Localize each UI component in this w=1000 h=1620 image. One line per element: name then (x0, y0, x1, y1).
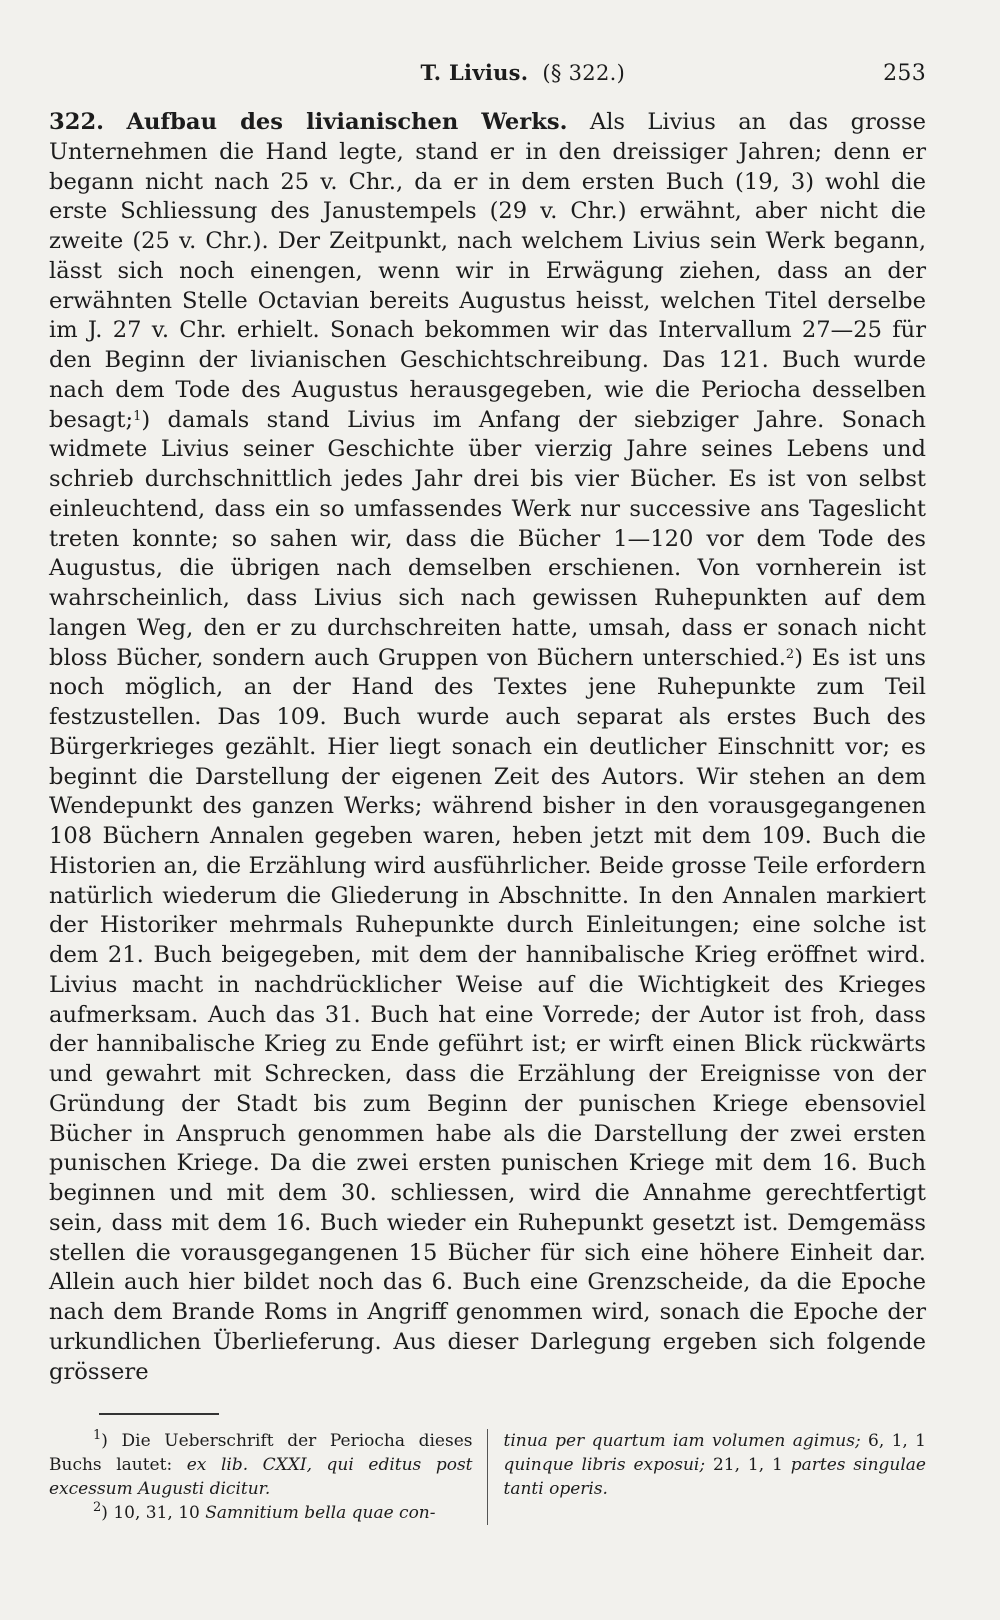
page-number: 253 (883, 61, 926, 86)
paragraph-part-3: ) Es ist uns noch möglich, an der Hand des Textes jene Ruhepunkte zum Teil festzustellen. Das 109. Buch wurde auch separat als erstes Buch des Bürgerkrieges gezählt. Hier liegt sonach ein deutlicher Einschnitt vor; es beginnt die Darstellung der eigenen Zeit des Autors. Wir stehen an dem Wendepunkt des ganzen Werks; während bisher in den vorausgegangenen 108 Büchern Annalen gegeben waren, heben jetzt mit dem 109. Buch die Historien an, die Erzählung wird ausführlicher. Beide grosse Teile erfordern natürlich wiederum die Gliederung in Abschnitte. In den Annalen markiert der Historiker mehrmals Ruhepunkte durch Einleitungen; eine solche ist dem 21. Buch beigegeben, mit dem der hannibalische Krieg eröffnet wird. Livius macht in nachdrücklicher Weise auf die Wichtigkeit des Krieges aufmerksam. Auch das 31. Buch hat eine Vorrede; der Autor ist froh, dass der hannibalische Krieg zu Ende geführt ist; er wirft einen Blick rückwärts und gewahrt mit Schrecken, dass die Erzählung der Ereignisse von der Gründung der Stadt bis zum Beginn der punischen Kriege ebensoviel Bücher in Anspruch genommen habe als die Darstellung der zwei ersten punischen Kriege. Da die zwei ersten punischen Kriege mit dem 16. Buch beginnen und mit dem 30. schliessen, wird die Annahme gerechtfertigt sein, dass mit dem 16. Buch wieder ein Ruhepunkt gesetzt ist. Demgemäss stellen die vorausgegangenen 15 Bücher für sich eine höhere Einheit dar. Allein auch hier bildet noch das 6. Buch eine Grenzscheide, da die Epoche nach dem Brande Roms in Angriff genommen wird, sonach die Epoche der urkundlichen Überlieferung. Aus dieser Darlegung ergeben sich folgende grössere (49, 644, 926, 1385)
footnote-1-text: ) Die Ueberschrift der Periocha dieses Buchs lautet: (49, 1430, 473, 1475)
footnote-1-quote: ex lib. CXXI, qui editus post excessum Augusti dicitur. (49, 1454, 473, 1499)
footnote-2-ref-c: 21, 1, 1 (705, 1454, 791, 1475)
paragraph-part-2: ) damals stand Livius im Anfang der siebziger Jahre. Sonach widmete Livius seiner Geschichte über vierzig Jahre seines Lebens und schrieb durchschnittlich jedes Jahr drei bis vier Bücher. Es ist von selbst einleuchtend, dass ein so umfassendes Werk nur successive ans Tageslicht treten konnte; so sahen wir, dass die Bücher 1—120 vor dem Tode des Augustus, die übrigen nach demselben erschienen. Von vornherein ist wahrscheinlich, dass Livius sich nach gewissen Ruhepunkten auf dem langen Weg, den er zu durchschreiten hatte, umsah, dass er sonach nicht bloss Bücher, sondern auch Gruppen von Büchern unterschied. (49, 406, 926, 671)
running-head-section-ref: (§ 322.) (542, 61, 626, 85)
footnote-marker-1: 1 (133, 408, 142, 424)
footnote-2-quote-c: quinque libris exposui; (503, 1454, 706, 1475)
footnotes (49, 1429, 926, 1525)
running-head-author: T. Livius. (420, 60, 529, 85)
running-head (49, 60, 926, 94)
footnote-column-right (488, 1429, 927, 1525)
paragraph-part-1: Als Livius an das grosse Unternehmen die Hand legte, stand er in den dreissiger Jahren; denn er begann nicht nach 25 v. Chr., da er in dem ersten Buch (19, 3) wohl die erste Schliessung des Janustempels (29 v. Chr.) erwähnt, aber nicht die zweite (25 v. Chr.). Der Zeitpunkt, nach welchem Livius sein Werk begann, lässt sich noch einengen, wenn wir in Erwägung ziehen, dass an der erwähnten Stelle Octavian bereits Augustus heisst, welchen Titel derselbe im J. 27 v. Chr. erhielt. Sonach bekommen wir das Intervallum 27—25 für den Beginn der livianischen Geschichtschreibung. Das 121. Buch wurde nach dem Tode des Augustus herausgegeben, wie die Periocha desselben besagt; (49, 109, 926, 433)
footnote-2-quote-a: Samnitium bella quae con- (205, 1502, 436, 1523)
footnote-2-ref-b: 6, 1, 1 (860, 1430, 926, 1451)
section-title: Aufbau des livianischen Werks. (126, 109, 568, 135)
footnote-column-left (49, 1429, 488, 1525)
footnote-rule (99, 1413, 219, 1415)
footnote-2-ref: ) 10, 31, 10 (101, 1502, 206, 1523)
section-number: 322. (49, 109, 105, 135)
footnote-1-marker: 1 (93, 1427, 102, 1443)
footnote-2-marker: 2 (93, 1499, 102, 1515)
footnote-marker-2: 2 (785, 646, 795, 662)
footnote-2-continued (504, 1429, 927, 1501)
running-head-title (421, 60, 626, 85)
footnote-2-quote-b: tinua per quartum iam volumen agimus; (503, 1430, 861, 1451)
footnote-2 (49, 1501, 473, 1525)
footnote-1 (49, 1429, 473, 1501)
footnote-2-quote-d: partes singulae tanti operis. (503, 1454, 926, 1499)
main-text (49, 108, 926, 1387)
